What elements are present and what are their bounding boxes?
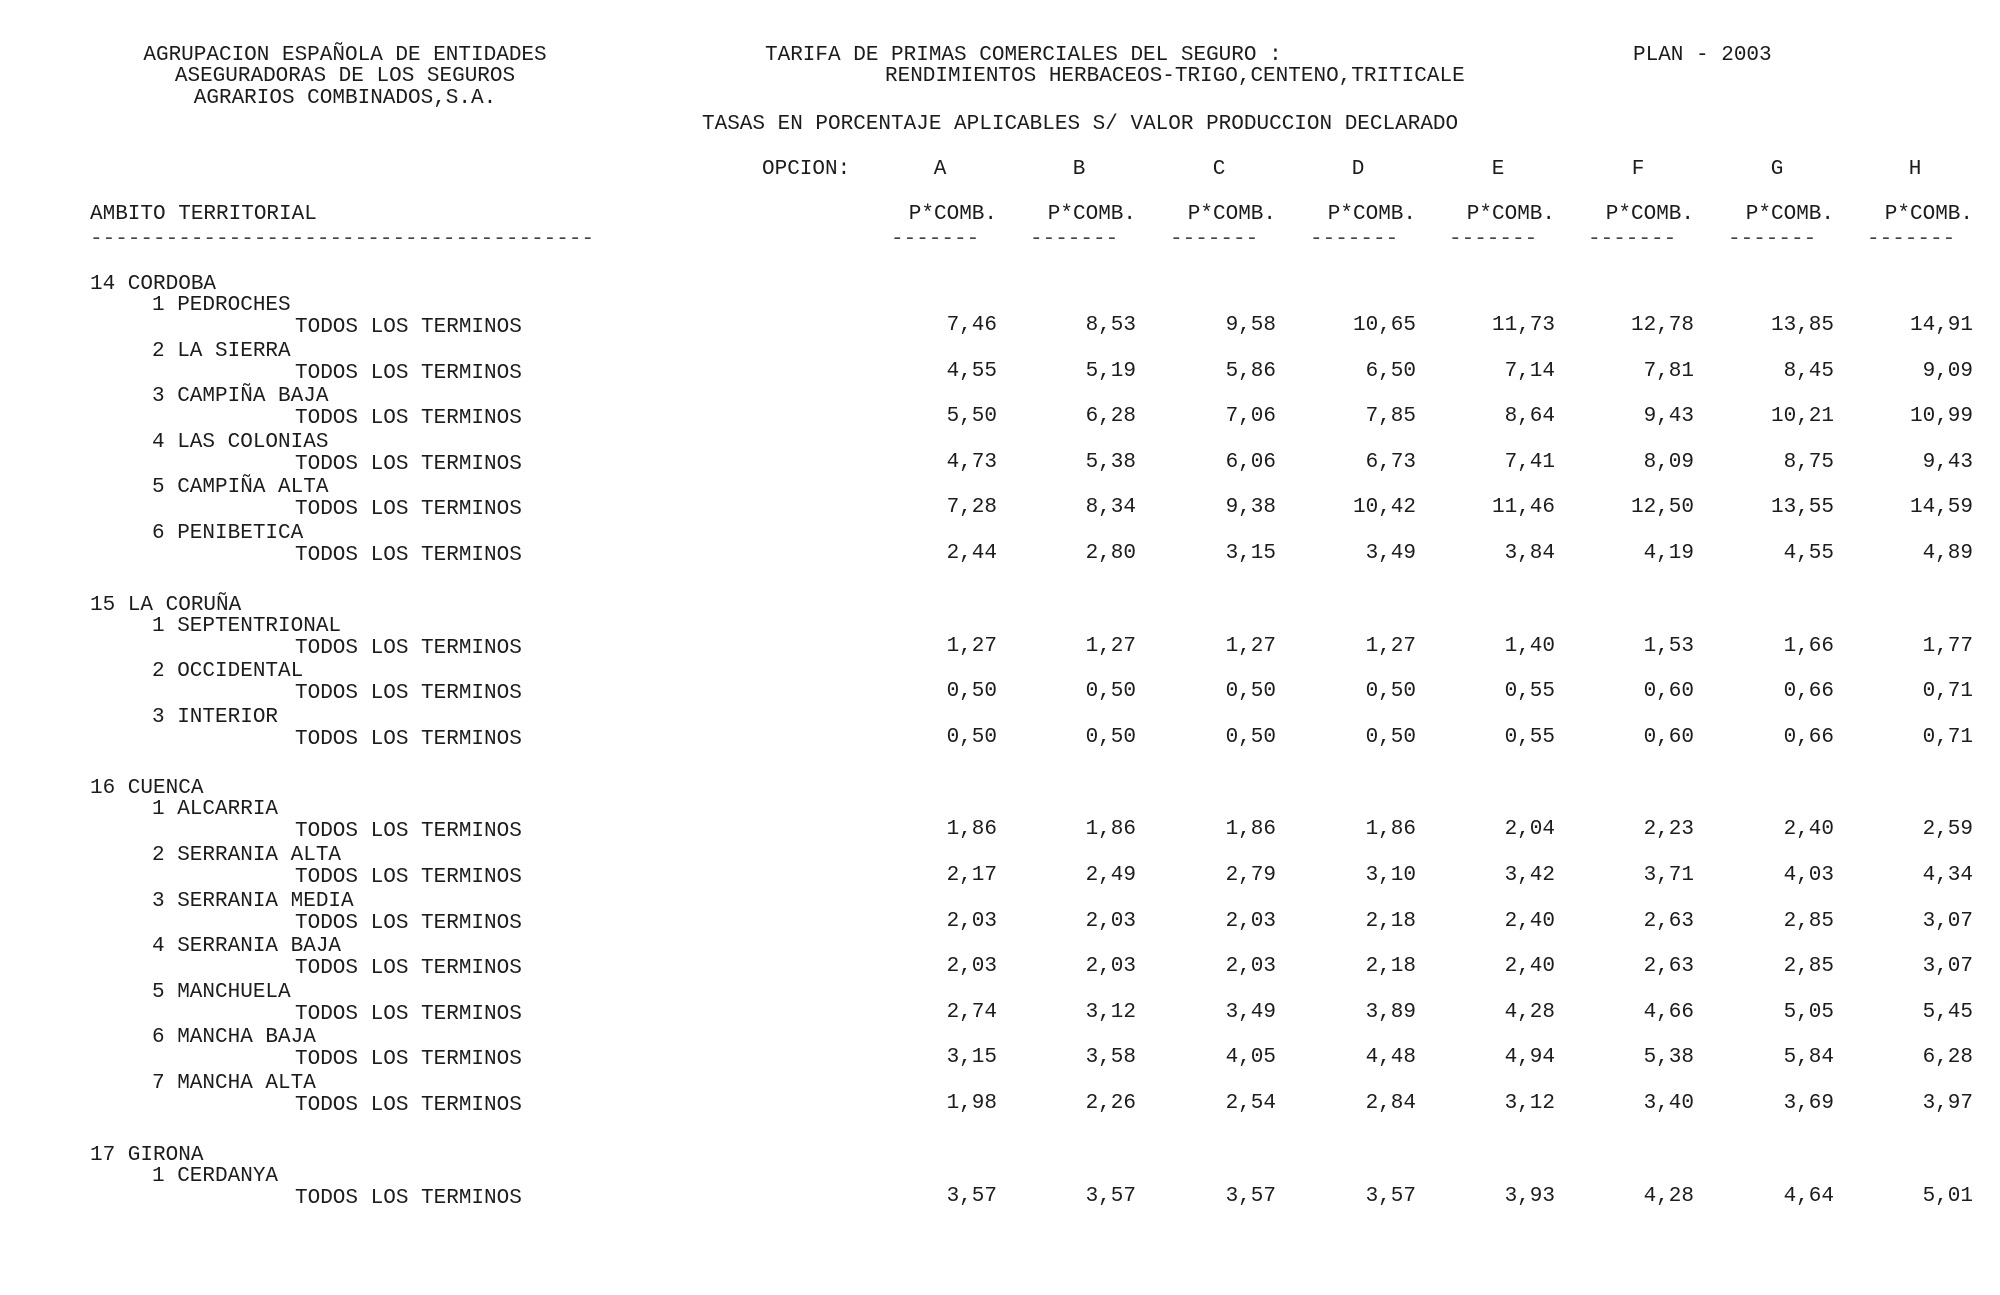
rate-cell-c: 1,86: [1225, 818, 1276, 842]
rate-cell-g: 1,66: [1783, 634, 1834, 658]
region-name: 2 OCCIDENTAL: [152, 660, 304, 684]
rate-cell-e: 2,40: [1504, 955, 1555, 979]
rate-cell-a: 2,44: [946, 542, 997, 565]
rate-cell-g: 10,21: [1770, 405, 1834, 429]
region-name: 5 MANCHUELA: [152, 980, 291, 1004]
rate-cell-c: 0,50: [1225, 725, 1276, 749]
rate-cell-e: 8,64: [1504, 405, 1555, 429]
rate-cell-d: 1,86: [1365, 818, 1416, 842]
rate-cell-a: 1,98: [946, 1092, 997, 1115]
rate-cell-a: 1,27: [946, 634, 997, 658]
rate-cell-f: 0,60: [1643, 725, 1694, 749]
rate-cell-b: 1,27: [1085, 634, 1136, 658]
row-label-todos-los-terminos: TODOS LOS TERMINOS: [295, 1002, 522, 1026]
rate-cell-c: 5,86: [1225, 359, 1276, 383]
rate-cell-e: 11,46: [1491, 496, 1555, 520]
col-header-pcomb: P*COMB.: [1884, 203, 1973, 226]
rate-cell-f: 12,50: [1630, 496, 1694, 520]
col-header-pcomb: P*COMB.: [908, 203, 997, 226]
rate-cell-h: 2,59: [1922, 818, 1973, 842]
rate-cell-c: 9,38: [1225, 496, 1276, 520]
row-label-todos-los-terminos: TODOS LOS TERMINOS: [295, 636, 522, 660]
rate-cell-b: 3,58: [1085, 1046, 1136, 1070]
row-label-todos-los-terminos: TODOS LOS TERMINOS: [295, 1094, 522, 1117]
rate-cell-e: 7,41: [1504, 450, 1555, 474]
rate-cell-c: 3,57: [1225, 1184, 1276, 1208]
rate-cell-d: 1,27: [1365, 634, 1416, 658]
rate-cell-e: 3,93: [1504, 1184, 1555, 1208]
rate-cell-a: 5,50: [946, 405, 997, 429]
row-label-todos-los-terminos: TODOS LOS TERMINOS: [295, 911, 522, 935]
col-header-pcomb: P*COMB.: [1466, 203, 1555, 226]
rate-cell-g: 0,66: [1783, 725, 1834, 749]
rate-cell-h: 9,43: [1922, 450, 1973, 474]
rate-cell-d: 10,42: [1352, 496, 1416, 520]
rate-cell-a: 2,03: [946, 955, 997, 979]
rate-cell-h: 14,91: [1909, 314, 1973, 337]
col-header-underline: -------: [1728, 228, 1817, 251]
option-g: G: [1770, 158, 1784, 181]
region-name: 3 INTERIOR: [152, 705, 279, 729]
rate-cell-g: 4,03: [1783, 864, 1834, 887]
rate-cell-a: 0,50: [946, 680, 997, 704]
rate-cell-d: 3,57: [1365, 1184, 1416, 1208]
province-heading: 15 LA CORUÑA: [90, 593, 242, 617]
rate-cell-b: 2,80: [1085, 542, 1136, 565]
province-heading: 16 CUENCA: [90, 777, 204, 801]
rate-cell-b: 3,12: [1085, 1000, 1136, 1024]
rate-cell-b: 5,38: [1085, 450, 1136, 474]
rate-cell-b: 2,49: [1085, 864, 1136, 887]
option-a: A: [933, 158, 947, 181]
rate-cell-h: 5,01: [1922, 1184, 1973, 1208]
rate-cell-e: 1,40: [1504, 634, 1555, 658]
rate-cell-h: 4,34: [1922, 864, 1973, 887]
rate-cell-d: 2,18: [1365, 909, 1416, 933]
rate-cell-c: 1,27: [1225, 634, 1276, 658]
province-heading: 14 CORDOBA: [90, 273, 217, 296]
rate-cell-c: 7,06: [1225, 405, 1276, 429]
rate-cell-g: 8,75: [1783, 450, 1834, 474]
rate-cell-b: 3,57: [1085, 1184, 1136, 1208]
rate-cell-e: 4,28: [1504, 1000, 1555, 1024]
rate-cell-h: 9,09: [1922, 359, 1973, 383]
rate-cell-f: 2,63: [1643, 909, 1694, 933]
region-name: 5 CAMPIÑA ALTA: [152, 476, 329, 500]
plan-label: PLAN - 2003: [1633, 44, 1772, 67]
row-label-todos-los-terminos: TODOS LOS TERMINOS: [295, 682, 522, 706]
row-label-todos-los-terminos: TODOS LOS TERMINOS: [295, 727, 522, 751]
region-name: 2 SERRANIA ALTA: [152, 844, 342, 867]
row-label-todos-los-terminos: TODOS LOS TERMINOS: [295, 316, 522, 339]
rate-cell-c: 3,49: [1225, 1000, 1276, 1024]
rate-cell-a: 3,57: [946, 1184, 997, 1208]
org-name-line-3: AGRARIOS COMBINADOS,S.A.: [193, 87, 497, 110]
rate-cell-f: 8,09: [1643, 450, 1694, 474]
option-f: F: [1631, 158, 1645, 181]
rate-cell-h: 3,97: [1922, 1092, 1973, 1115]
rate-cell-f: 12,78: [1630, 314, 1694, 337]
rate-cell-b: 6,28: [1085, 405, 1136, 429]
rate-cell-c: 4,05: [1225, 1046, 1276, 1070]
rate-cell-d: 10,65: [1352, 314, 1416, 337]
rate-cell-b: 2,03: [1085, 955, 1136, 979]
rate-cell-d: 4,48: [1365, 1046, 1416, 1070]
region-name: 4 SERRANIA BAJA: [152, 935, 342, 959]
rate-cell-c: 9,58: [1225, 314, 1276, 337]
rate-cell-c: 2,79: [1225, 864, 1276, 887]
option-b: B: [1072, 158, 1086, 181]
rate-cell-g: 4,55: [1783, 542, 1834, 565]
rate-cell-e: 2,04: [1504, 818, 1555, 842]
row-label-todos-los-terminos: TODOS LOS TERMINOS: [295, 544, 522, 567]
col-header-underline: -------: [1449, 228, 1538, 251]
col-header-pcomb: P*COMB.: [1605, 203, 1694, 226]
col-header-underline: -------: [1030, 228, 1119, 251]
row-label-todos-los-terminos: TODOS LOS TERMINOS: [295, 361, 522, 385]
rate-cell-a: 1,86: [946, 818, 997, 842]
region-name: 7 MANCHA ALTA: [152, 1072, 316, 1095]
rate-cell-g: 3,69: [1783, 1092, 1834, 1115]
row-label-todos-los-terminos: TODOS LOS TERMINOS: [295, 866, 522, 889]
rate-cell-d: 0,50: [1365, 725, 1416, 749]
rate-cell-d: 7,85: [1365, 405, 1416, 429]
col-header-pcomb: P*COMB.: [1187, 203, 1276, 226]
rate-cell-c: 2,54: [1225, 1092, 1276, 1115]
option-e: E: [1491, 158, 1505, 181]
rate-cell-c: 6,06: [1225, 450, 1276, 474]
rate-cell-a: 0,50: [946, 725, 997, 749]
option-d: D: [1351, 158, 1365, 181]
rate-cell-a: 2,03: [946, 909, 997, 933]
rate-cell-e: 7,14: [1504, 359, 1555, 383]
rate-cell-b: 0,50: [1085, 680, 1136, 704]
region-name: 3 SERRANIA MEDIA: [152, 889, 354, 913]
row-label-todos-los-terminos: TODOS LOS TERMINOS: [295, 957, 522, 981]
rate-cell-g: 0,66: [1783, 680, 1834, 704]
rate-cell-g: 8,45: [1783, 359, 1834, 383]
rate-cell-f: 5,38: [1643, 1046, 1694, 1070]
region-name: 4 LAS COLONIAS: [152, 430, 329, 454]
rate-cell-c: 3,15: [1225, 542, 1276, 565]
col-header-underline: -------: [891, 228, 980, 251]
rate-cell-b: 8,34: [1085, 496, 1136, 520]
ambito-underline: ----------------------------------------: [90, 228, 595, 251]
rate-cell-h: 5,45: [1922, 1000, 1973, 1024]
tariff-subtitle: RENDIMIENTOS HERBACEOS-TRIGO,CENTENO,TRITICALE: [885, 65, 1465, 88]
region-name: 1 SEPTENTRIONAL: [152, 614, 342, 638]
rate-cell-g: 2,85: [1783, 955, 1834, 979]
rate-cell-a: 4,55: [946, 359, 997, 383]
rate-cell-e: 0,55: [1504, 680, 1555, 704]
rate-cell-h: 1,77: [1922, 634, 1973, 658]
rate-cell-h: 3,07: [1922, 955, 1973, 979]
region-name: 1 CERDANYA: [152, 1164, 279, 1188]
rate-cell-g: 5,84: [1783, 1046, 1834, 1070]
row-label-todos-los-terminos: TODOS LOS TERMINOS: [295, 1186, 522, 1210]
rate-cell-d: 3,89: [1365, 1000, 1416, 1024]
rate-cell-h: 4,89: [1922, 542, 1973, 565]
region-name: 6 PENIBETICA: [152, 522, 304, 545]
rate-cell-f: 3,71: [1643, 864, 1694, 887]
province-heading: 17 GIRONA: [90, 1143, 204, 1167]
col-header-underline: -------: [1310, 228, 1399, 251]
rate-cell-a: 2,17: [946, 864, 997, 887]
rate-cell-d: 3,10: [1365, 864, 1416, 887]
region-name: 1 PEDROCHES: [152, 294, 291, 317]
rate-cell-b: 0,50: [1085, 725, 1136, 749]
option-c: C: [1212, 158, 1226, 181]
rate-cell-d: 2,84: [1365, 1092, 1416, 1115]
rate-cell-c: 2,03: [1225, 955, 1276, 979]
col-header-pcomb: P*COMB.: [1047, 203, 1136, 226]
rate-cell-b: 2,03: [1085, 909, 1136, 933]
rate-cell-a: 7,46: [946, 314, 997, 337]
rate-cell-f: 2,63: [1643, 955, 1694, 979]
rate-cell-h: 0,71: [1922, 725, 1973, 749]
row-label-todos-los-terminos: TODOS LOS TERMINOS: [295, 820, 522, 844]
rate-cell-f: 0,60: [1643, 680, 1694, 704]
rate-cell-f: 4,19: [1643, 542, 1694, 565]
option-h: H: [1908, 158, 1922, 181]
rate-cell-b: 8,53: [1085, 314, 1136, 337]
rate-cell-f: 4,66: [1643, 1000, 1694, 1024]
row-label-todos-los-terminos: TODOS LOS TERMINOS: [295, 498, 522, 522]
col-header-underline: -------: [1170, 228, 1259, 251]
option-label: OPCION:: [762, 158, 851, 181]
col-header-pcomb: P*COMB.: [1327, 203, 1416, 226]
rate-cell-f: 4,28: [1643, 1184, 1694, 1208]
rate-cell-a: 3,15: [946, 1046, 997, 1070]
org-name-line-1: AGRUPACION ESPAÑOLA DE ENTIDADES: [143, 44, 547, 67]
rate-cell-f: 3,40: [1643, 1092, 1694, 1115]
rate-cell-c: 2,03: [1225, 909, 1276, 933]
rate-cell-f: 2,23: [1643, 818, 1694, 842]
rates-description: TASAS EN PORCENTAJE APLICABLES S/ VALOR PRODUCCION DECLARADO: [702, 113, 1459, 136]
rate-cell-f: 7,81: [1643, 359, 1694, 383]
rate-cell-g: 2,40: [1783, 818, 1834, 842]
rate-cell-h: 0,71: [1922, 680, 1973, 704]
rate-cell-h: 14,59: [1909, 496, 1973, 520]
rate-cell-e: 2,40: [1504, 909, 1555, 933]
row-label-todos-los-terminos: TODOS LOS TERMINOS: [295, 407, 522, 431]
region-name: 1 ALCARRIA: [152, 798, 279, 822]
rate-cell-d: 3,49: [1365, 542, 1416, 565]
rate-cell-e: 11,73: [1491, 314, 1555, 337]
col-header-pcomb: P*COMB.: [1745, 203, 1834, 226]
rate-cell-h: 6,28: [1922, 1046, 1973, 1070]
org-name-line-2: ASEGURADORAS DE LOS SEGUROS: [174, 65, 516, 88]
rate-cell-e: 4,94: [1504, 1046, 1555, 1070]
rate-cell-b: 1,86: [1085, 818, 1136, 842]
region-name: 3 CAMPIÑA BAJA: [152, 385, 329, 409]
rate-cell-g: 2,85: [1783, 909, 1834, 933]
rate-cell-d: 2,18: [1365, 955, 1416, 979]
rate-cell-e: 3,12: [1504, 1092, 1555, 1115]
rate-cell-a: 2,74: [946, 1000, 997, 1024]
rate-cell-a: 7,28: [946, 496, 997, 520]
rate-cell-g: 13,55: [1770, 496, 1834, 520]
rate-cell-e: 3,42: [1504, 864, 1555, 887]
rate-cell-h: 10,99: [1909, 405, 1973, 429]
rate-cell-g: 4,64: [1783, 1184, 1834, 1208]
col-header-underline: -------: [1867, 228, 1956, 251]
rate-cell-e: 0,55: [1504, 725, 1555, 749]
rate-cell-d: 6,73: [1365, 450, 1416, 474]
rate-cell-c: 0,50: [1225, 680, 1276, 704]
tariff-title: TARIFA DE PRIMAS COMERCIALES DEL SEGURO :: [765, 44, 1282, 67]
region-name: 6 MANCHA BAJA: [152, 1026, 316, 1050]
rate-cell-a: 4,73: [946, 450, 997, 474]
rate-cell-f: 1,53: [1643, 634, 1694, 658]
region-name: 2 LA SIERRA: [152, 339, 291, 363]
row-label-todos-los-terminos: TODOS LOS TERMINOS: [295, 1048, 522, 1072]
rate-cell-b: 5,19: [1085, 359, 1136, 383]
rate-cell-h: 3,07: [1922, 909, 1973, 933]
col-header-underline: -------: [1588, 228, 1677, 251]
ambito-territorial-label: AMBITO TERRITORIAL: [90, 203, 317, 226]
rate-cell-g: 5,05: [1783, 1000, 1834, 1024]
row-label-todos-los-terminos: TODOS LOS TERMINOS: [295, 452, 522, 476]
rate-cell-b: 2,26: [1085, 1092, 1136, 1115]
rate-cell-e: 3,84: [1504, 542, 1555, 565]
rate-cell-f: 9,43: [1643, 405, 1694, 429]
rate-cell-d: 6,50: [1365, 359, 1416, 383]
rate-cell-d: 0,50: [1365, 680, 1416, 704]
rate-cell-g: 13,85: [1770, 314, 1834, 337]
